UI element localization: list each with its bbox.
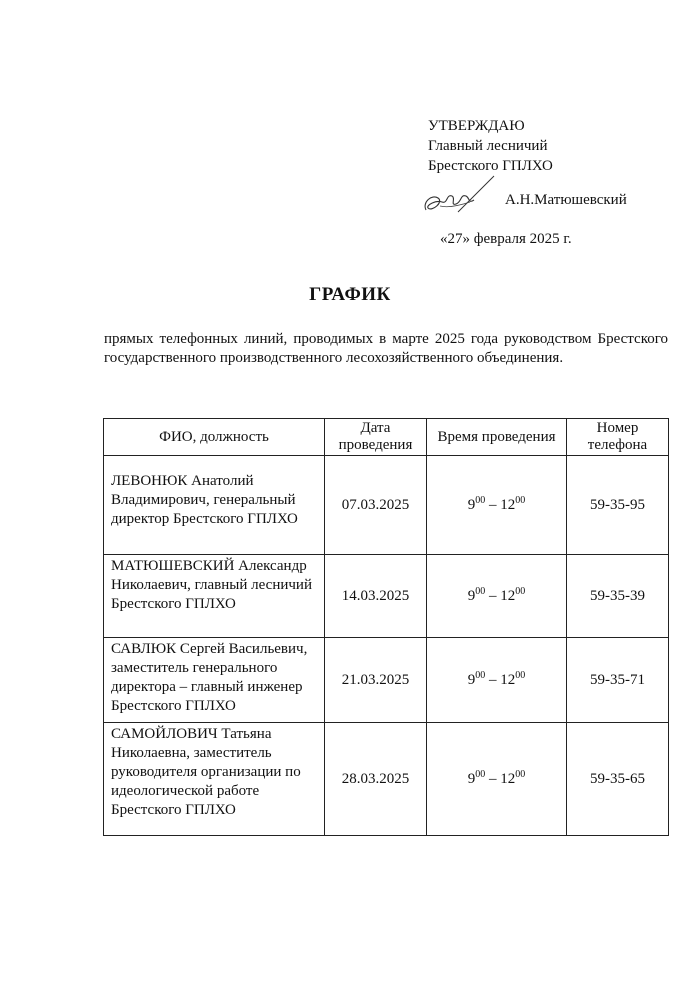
time-end: 12	[500, 496, 516, 513]
header-phone: Номер телефона	[567, 419, 669, 456]
approval-heading: УТВЕРЖДАЮ	[428, 118, 525, 134]
phone-number: 59-35-71	[567, 638, 669, 723]
handwritten-signature	[418, 172, 498, 220]
line-time	[427, 723, 567, 836]
approver-position: Главный лесничий	[428, 138, 548, 154]
schedule-table	[103, 418, 669, 836]
table-header-row	[104, 419, 669, 456]
time-start: 9	[467, 587, 476, 604]
line-time	[427, 555, 567, 638]
official-name: САВЛЮК Сергей Васильевич, заместитель генерального директора – главный инженер Брестского ГПЛХО	[104, 638, 325, 723]
official-name: МАТЮШЕВСКИЙ Александр Николаевич, главный лесничий Брестского ГПЛХО	[104, 555, 325, 638]
line-date: 07.03.2025	[325, 456, 427, 555]
line-date: 21.03.2025	[325, 638, 427, 723]
time-end-minutes: 00	[515, 494, 526, 506]
line-date: 28.03.2025	[325, 723, 427, 836]
time-end: 12	[500, 671, 516, 688]
time-start-minutes: 00	[475, 768, 486, 780]
time-dash: –	[485, 496, 501, 513]
table-row	[104, 638, 669, 723]
time-end: 12	[500, 770, 516, 787]
header-name: ФИО, должность	[104, 419, 325, 456]
phone-number: 59-35-95	[567, 456, 669, 555]
phone-number: 59-35-39	[567, 555, 669, 638]
time-start: 9	[467, 496, 476, 513]
phone-number: 59-35-65	[567, 723, 669, 836]
time-dash: –	[485, 770, 501, 787]
approver-organization: Брестского ГПЛХО	[428, 158, 553, 174]
line-time	[427, 638, 567, 723]
approval-date: «27» февраля 2025 г.	[440, 231, 572, 247]
table-row	[104, 723, 669, 836]
header-date: Дата проведения	[325, 419, 427, 456]
table-row	[104, 555, 669, 638]
time-start-minutes: 00	[475, 494, 486, 506]
official-name: САМОЙЛОВИЧ Татьяна Николаевна, заместитель руководителя организации по идеологической работе Брестского ГПЛХО	[104, 723, 325, 836]
time-end: 12	[500, 587, 516, 604]
time-end-minutes: 00	[515, 585, 526, 597]
time-dash: –	[485, 671, 501, 688]
time-start-minutes: 00	[475, 669, 486, 681]
document-title: ГРАФИК	[309, 284, 391, 305]
approval-block	[428, 116, 553, 176]
time-dash: –	[485, 587, 501, 604]
time-start: 9	[467, 671, 476, 688]
document-intro: прямых телефонных линий, проводимых в марте 2025 года руководством Брестского государственного производственного лесохозяйственного объединения.	[104, 331, 668, 366]
official-name: ЛЕВОНЮК Анатолий Владимирович, генеральный директор Брестского ГПЛХО	[104, 456, 325, 555]
line-time	[427, 456, 567, 555]
time-end-minutes: 00	[515, 768, 526, 780]
header-time: Время проведения	[427, 419, 567, 456]
time-start-minutes: 00	[475, 585, 486, 597]
time-start: 9	[467, 770, 476, 787]
signer-name: А.Н.Матюшевский	[505, 192, 627, 208]
line-date: 14.03.2025	[325, 555, 427, 638]
table-row	[104, 456, 669, 555]
time-end-minutes: 00	[515, 669, 526, 681]
